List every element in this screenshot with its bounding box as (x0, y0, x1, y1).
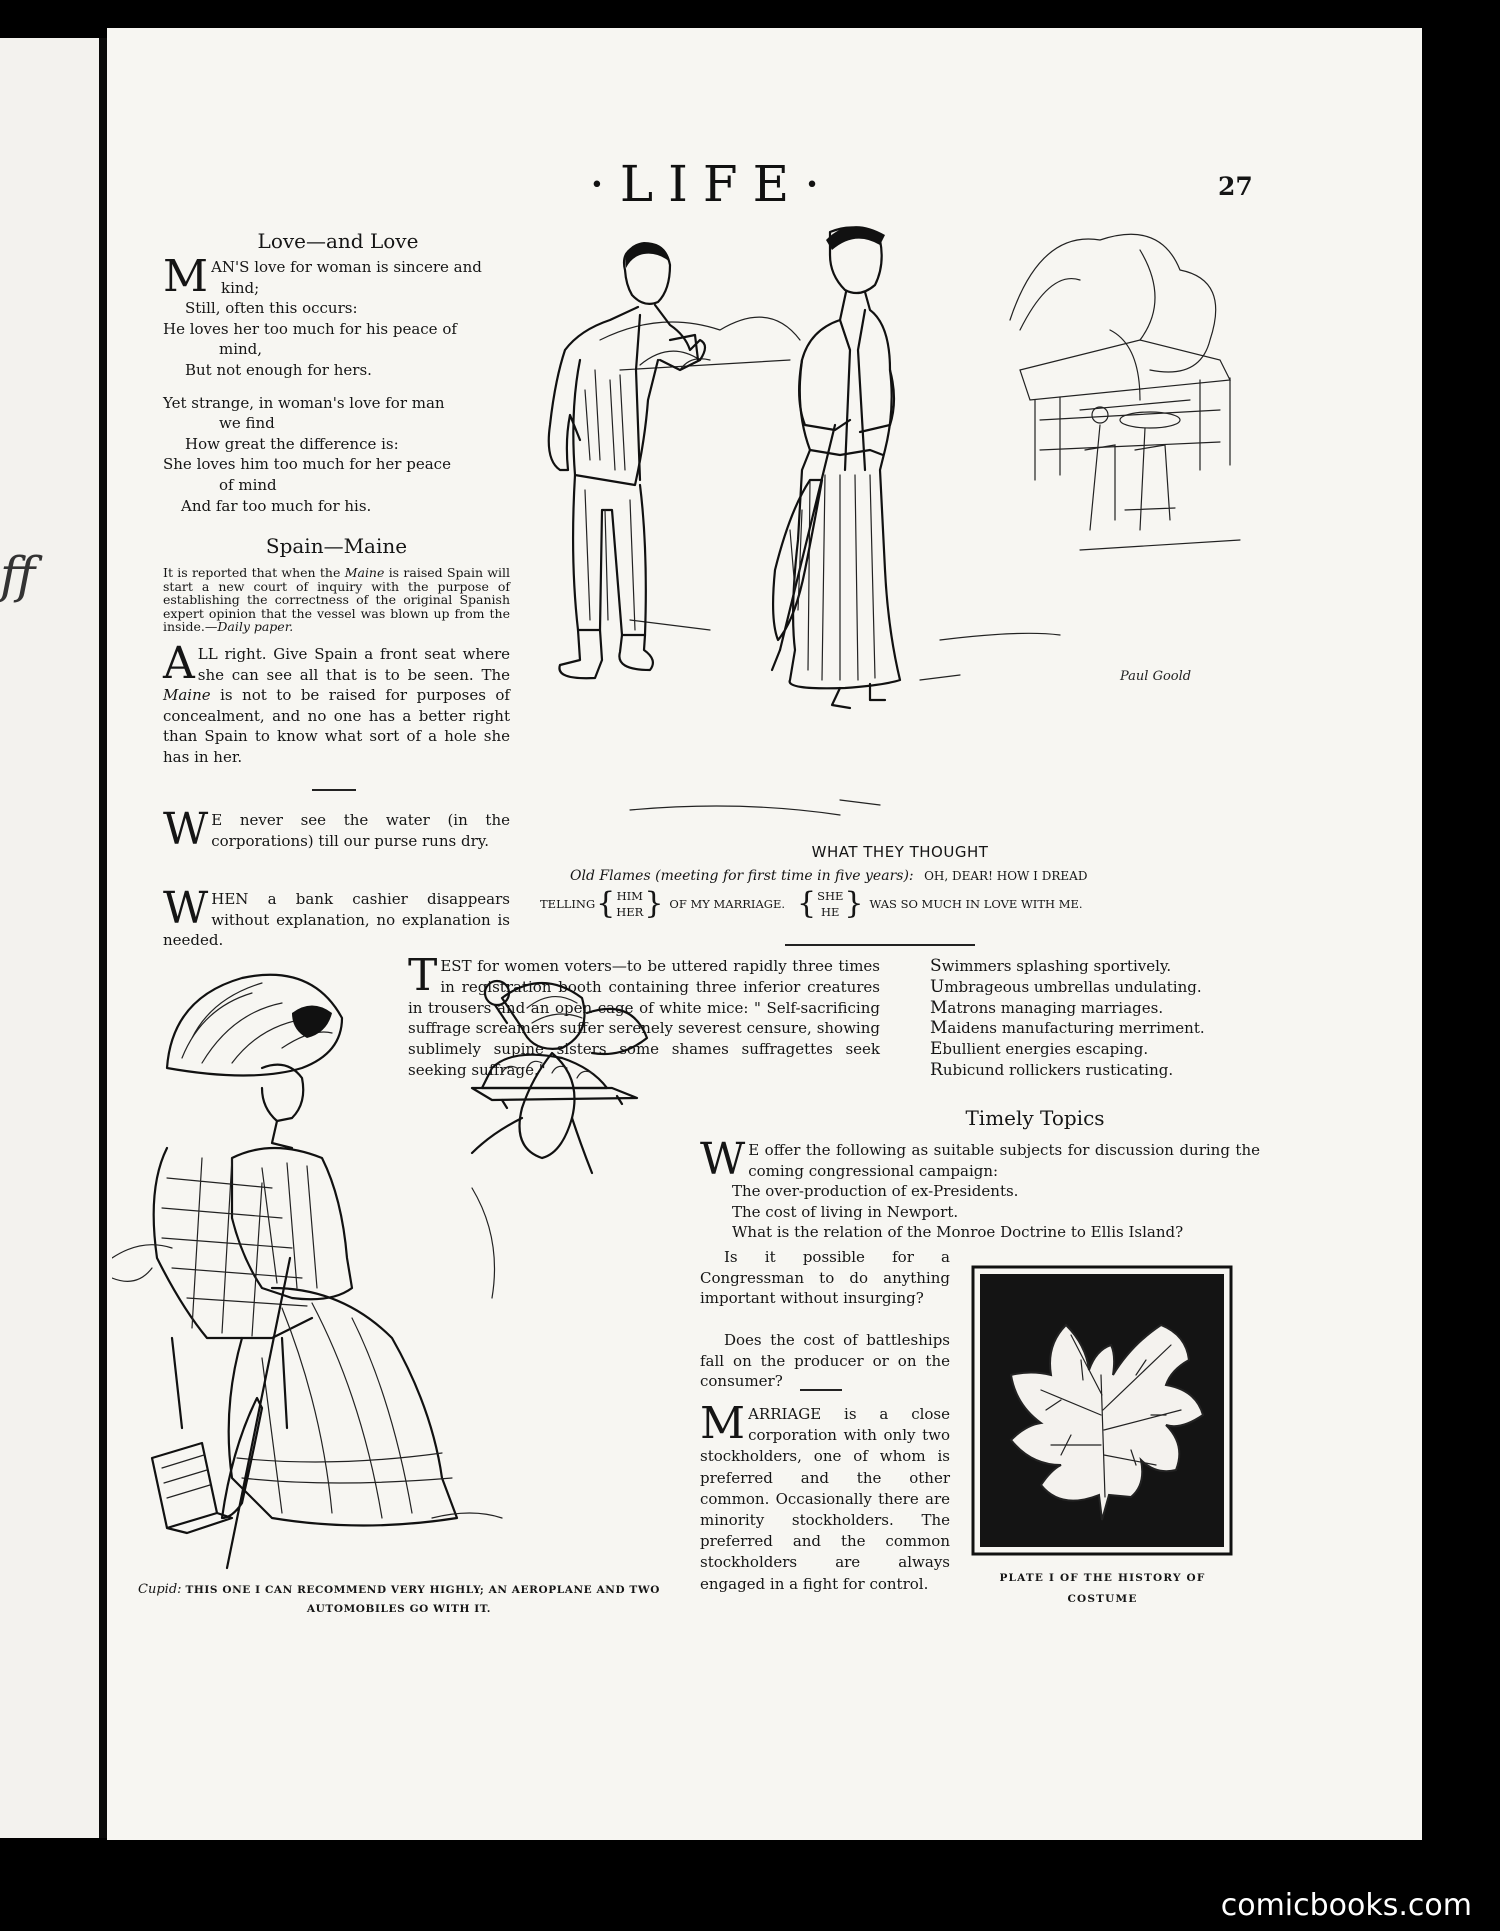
masthead: ·LIFE· (589, 155, 835, 213)
brace-left-icon: { (596, 886, 616, 921)
cashier-paragraph: WHEN a bank cashier disappears without explanation, no explanation is needed. (163, 883, 510, 950)
acrostic-line: Rubicund rollickers rusticating. (930, 1059, 1174, 1080)
topic-item: Is it possible for a Congressman to do anything important without insurging? (700, 1248, 950, 1308)
divider (312, 789, 356, 791)
caption-telling: TELLING (540, 897, 596, 911)
caption-him: HIM (616, 889, 643, 903)
page-number: 27 (1218, 172, 1253, 201)
drop-cap: A (163, 637, 195, 689)
caption-speaker: Old Flames (meeting for first time in five years): (570, 868, 914, 884)
drop-cap: M (163, 251, 209, 302)
suffrage-test-paragraph: TEST for women voters—to be uttered rapidly three times in registration booth containing three inferior creatures in trousers and an open cage of white mice: " Self-sacrificing suffrage screamers suffer serenely severest censure, showing sublimely supine sisters some shames suffragettes seek seeking suffrage." (408, 950, 880, 1079)
acrostic-line: Umbrageous umbrellas undulating. (930, 976, 1202, 997)
poem-line: we find (219, 414, 275, 433)
poem-line: kind; (221, 278, 260, 297)
poem-line: AN'S love for woman is sincere and (211, 258, 482, 276)
spain-maine-article (163, 534, 510, 768)
caption-end: WAS SO MUCH IN LOVE WITH ME. (869, 897, 1083, 911)
poem-line: And far too much for his. (181, 496, 372, 515)
brace-right-icon: } (644, 886, 664, 921)
poem-line: Still, often this occurs: (185, 299, 358, 318)
topic-item: The cost of living in Newport. (732, 1202, 959, 1221)
caption-her: HER (616, 905, 644, 919)
brace-right-icon: } (844, 886, 864, 921)
poem-body (163, 251, 513, 516)
poem-line: Yet strange, in woman's love for man (163, 393, 445, 412)
cupid-illustration (112, 950, 682, 1578)
timely-intro: W E offer the following as suitable subjects for discussion during the coming congressional campaign: (700, 1134, 1260, 1185)
caption-speech-1: OH, DEAR! HOW I DREAD (924, 869, 1088, 883)
topic-item: The over-production of ex-Presidents. (732, 1182, 1019, 1201)
cupid-caption-text: THIS ONE I CAN RECOMMEND VERY HIGHLY; AN AEROPLANE AND TWO AUTOMOBILES GO WITH IT. (185, 1584, 660, 1615)
acrostic-line: Matrons managing marriages. (930, 997, 1164, 1018)
poem-line: How great the difference is: (185, 434, 399, 453)
drop-cap: W (163, 883, 209, 934)
timely-topics-article (700, 1106, 1260, 1243)
poem-line: mind, (219, 340, 263, 359)
poem-love-and-love (163, 229, 513, 516)
acrostic-line: Ebullient energies escaping. (930, 1039, 1149, 1060)
artist-signature: Paul Goold (1120, 669, 1192, 684)
costume-plate-illustration (971, 1265, 1233, 1556)
suffrage-acrostic (930, 956, 1230, 1081)
marriage-paragraph: MARRIAGE is a close corporation with only two stockholders, one of whom is preferred and the other common. Occasionally there are minority stockholders. The preferred and the common stockholders are always engaged in a fight for control. (700, 1398, 950, 1593)
acrostic-line: Maidens manufacturing merriment. (930, 1018, 1205, 1039)
spain-body: ALL right. Give Spain a front seat where she can see all that is to be seen. The Maine is not to be raised for purposes of concealment, and no one has a better right than Spain to know what sort of a hole she has in her. (163, 637, 510, 766)
brace-left-icon: { (797, 886, 817, 921)
timely-title: Timely Topics (965, 1106, 1105, 1130)
spain-title: Spain—Maine (265, 534, 408, 558)
page-gutter (99, 38, 107, 1838)
water-paragraph: W E never see the water (in the corporations) till our purse runs dry. (163, 804, 510, 855)
cupid-caption (134, 1580, 664, 1619)
facing-page-edge (0, 38, 101, 1838)
divider (800, 1389, 842, 1391)
watermark: comicbooks.com (1220, 1888, 1472, 1923)
what-they-thought-caption (540, 843, 1260, 920)
poem-line: He loves her too much for his peace of (163, 319, 457, 338)
drop-cap: W (700, 1134, 746, 1185)
topic-item: Does the cost of battleships fall on the producer or on the consumer? (700, 1331, 950, 1391)
drop-cap: M (700, 1398, 746, 1449)
topic-item: What is the relation of the Monroe Doctrine to Ellis Island? (732, 1223, 1184, 1242)
poem-line: of mind (219, 475, 277, 494)
cupid-caption-speaker: Cupid: (138, 1582, 182, 1597)
plate-caption: PLATE I OF THE HISTORY OF COSTUME (999, 1572, 1206, 1605)
drop-cap: W (163, 804, 209, 855)
facing-page-glyph: ff (0, 546, 36, 604)
caption-title: WHAT THEY THOUGHT (811, 843, 989, 861)
acrostic-line: Swimmers splashing sportively. (930, 956, 1172, 976)
caption-line-1 (540, 868, 1260, 884)
divider (785, 944, 975, 946)
caption-line-2 (540, 888, 1260, 920)
poem-title: Love—and Love (257, 229, 419, 253)
caption-he: HE (821, 905, 840, 919)
caption-mid: OF MY MARRIAGE. (669, 897, 785, 911)
spain-quote: It is reported that when the Maine is raised Spain will start a new court of inquiry with the purpose of establishing the correctness of the original Spanish expert opinion that the vessel was blown up from the inside.—Daily paper. (163, 565, 510, 635)
poem-line: But not enough for hers. (185, 360, 372, 379)
poem-line: She loves him too much for her peace (163, 455, 451, 474)
drop-cap: T (408, 950, 438, 1001)
caption-she: SHE (817, 889, 844, 903)
what-they-thought-illustration (540, 210, 1260, 840)
